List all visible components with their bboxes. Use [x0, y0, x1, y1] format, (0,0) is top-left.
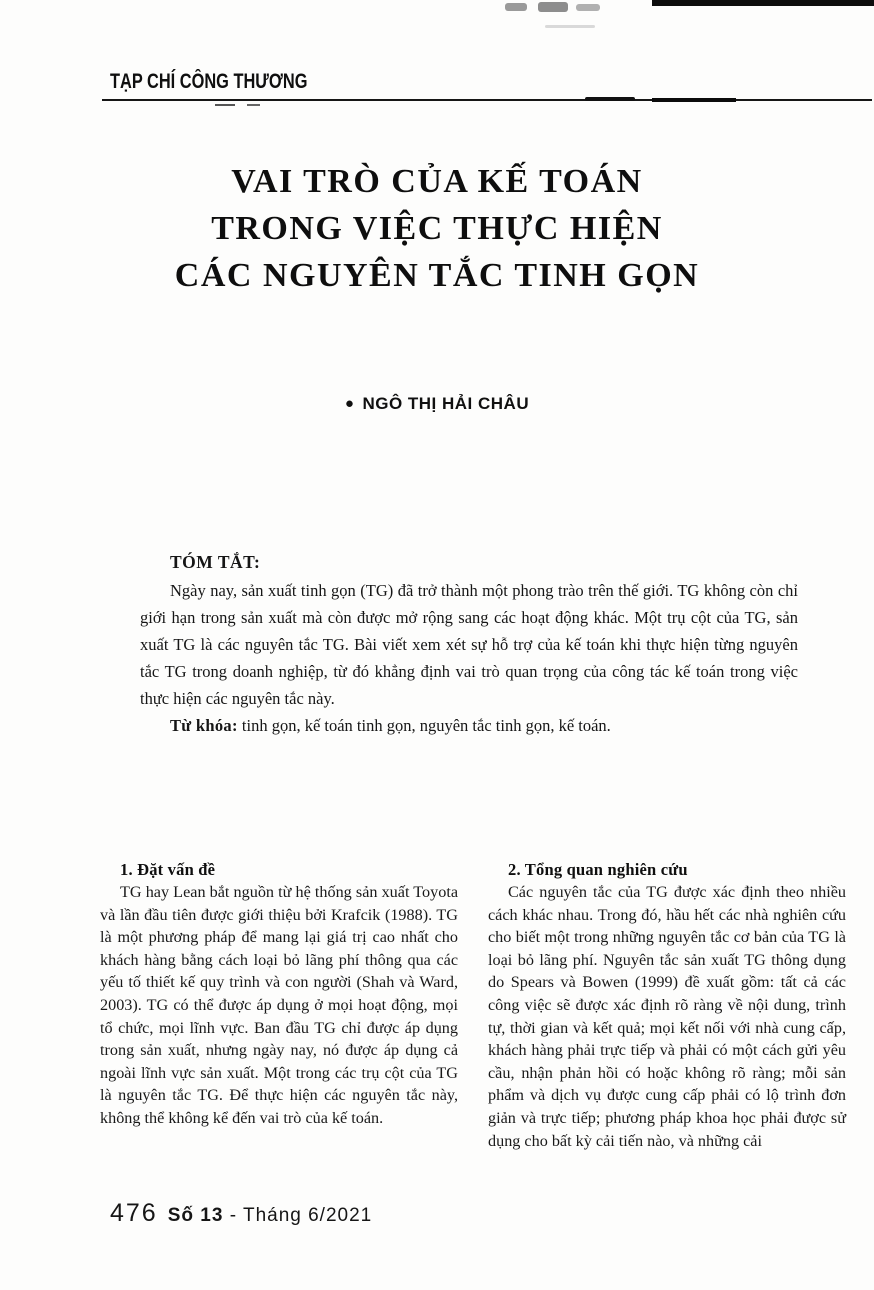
author-line — [0, 394, 874, 414]
scan-artifact-blob — [505, 3, 527, 11]
keywords-text: tinh gọn, kế toán tinh gọn, nguyên tắc tinh gọn, kế toán. — [237, 716, 611, 735]
article-title — [60, 158, 814, 299]
author-name: NGÔ THỊ HẢI CHÂU — [362, 394, 530, 413]
keywords-label: Từ khóa: — [170, 716, 238, 735]
journal-masthead: TẠP CHÍ CÔNG THƯƠNG — [110, 70, 308, 93]
page-number: 476 — [110, 1199, 158, 1227]
body-columns — [100, 858, 846, 1152]
article-title-line-2: TRONG VIỆC THỰC HIỆN — [211, 210, 663, 247]
issue-date: - Tháng 6/2021 — [223, 1205, 373, 1226]
section-1-body: TG hay Lean bắt nguồn từ hệ thống sản xuất Toyota và lần đầu tiên được giới thiệu bởi Krafcik (1988). TG là một phương pháp để mang lại giá trị cao nhất cho khách hàng bằng cách loại bỏ lãng phí thông qua các yếu tố thiết kế quy trình và con người (Shah và Ward, 2003). TG có thể được áp dụng ở mọi hoạt động, mọi tổ chức, mọi lĩnh vực. Ban đầu TG chỉ được áp dụng trong sản xuất, nhưng ngày nay, nó được áp dụng cả ngoài lĩnh vực sản xuất. Một trong các trụ cột của TG là nguyên tắc TG. Để thực hiện các nguyên tắc này, không thể không kể đến vai trò của kế toán. — [100, 883, 458, 1127]
abstract-heading: TÓM TẮT: — [170, 552, 261, 572]
issue-number: Số 13 — [167, 1205, 224, 1226]
header-rule — [102, 99, 872, 101]
abstract-text: Ngày nay, sản xuất tinh gọn (TG) đã trở thành một phong trào trên thế giới. TG không còn chỉ giới hạn trong sản xuất mà còn được mở rộng sang các hoạt động khác. Một trụ cột của TG, sản xuất TG là các nguyên tắc TG. Bài viết xem xét sự hỗ trợ của kế toán khi thực hiện từng nguyên tắc TG trong doanh nghiệp, từ đó khẳng định vai trò quan trọng của công tác kế toán trong việc thực hiện các nguyên tắc này. — [140, 581, 798, 708]
scan-artifact-smudge — [545, 25, 595, 28]
section-2-heading: 2. Tổng quan nghiên cứu — [508, 860, 688, 879]
section-1-heading: 1. Đặt vấn đề — [120, 860, 216, 879]
scan-artifact-blob — [538, 2, 568, 12]
bullet-icon: ● — [344, 395, 355, 412]
header-rule-smudge — [652, 98, 736, 102]
scan-artifact-bar — [652, 0, 874, 6]
scan-artifact-blob — [576, 4, 600, 11]
article-title-line-3: CÁC NGUYÊN TẮC TINH GỌN — [174, 257, 700, 294]
keywords-line — [140, 712, 798, 739]
page-footer — [110, 1199, 372, 1228]
column-left — [100, 858, 458, 1152]
column-right — [488, 858, 846, 1152]
header-rule-dash — [215, 104, 235, 106]
abstract-block — [140, 552, 798, 739]
section-2-body: Các nguyên tắc của TG được xác định theo nhiều cách khác nhau. Trong đó, hầu hết các nhà nghiên cứu cho biết một trong những nguyên tắc cơ bản của TG là loại bỏ lãng phí. Nguyên tắc sản xuất TG thông dụng do Spears và Bowen (1999) đề xuất gồm: tất cả các công việc sẽ được xác định rõ ràng về nội dung, trình tự, thời gian và kết quả; mọi kết nối với nhà cung cấp, khách hàng phải trực tiếp và phải có một cách gửi yêu cầu, nhận phản hồi có hoặc không rõ ràng; mỗi sản phẩm và dịch vụ được cung cấp phải có lộ trình đơn giản và trực tiếp; phương pháp khoa học phải được sử dụng cho bất kỳ cải tiến nào, và những cải — [488, 883, 846, 1150]
header-rule-dash — [247, 104, 260, 106]
header-rule-smudge — [585, 97, 635, 101]
article-title-line-1: VAI TRÒ CỦA KẾ TOÁN — [231, 163, 643, 200]
